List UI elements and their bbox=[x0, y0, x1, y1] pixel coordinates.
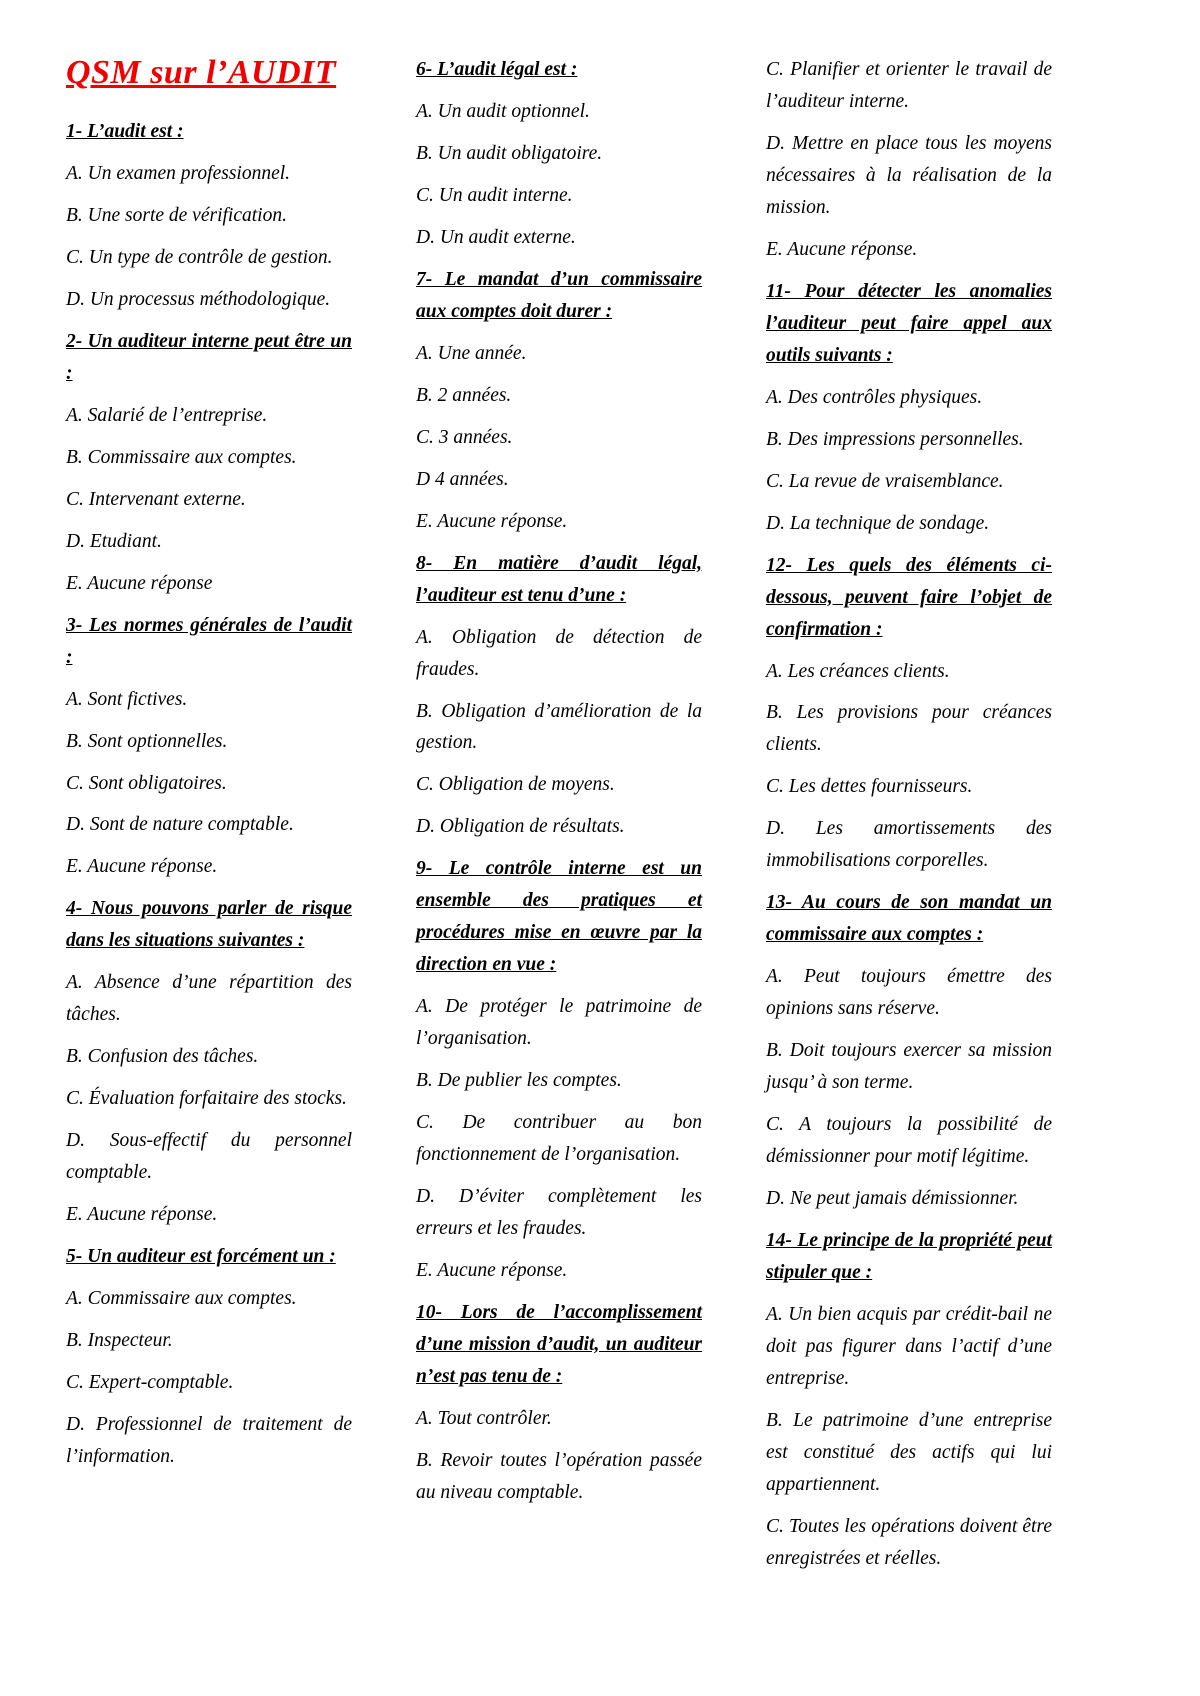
option-text: C. Planifier et orienter le travail de l’auditeur interne. bbox=[766, 59, 1052, 112]
option-text: D. Sont de nature comptable. bbox=[66, 814, 294, 836]
option-text: A. Salarié de l’entreprise. bbox=[66, 404, 268, 426]
option-text: A. Les créances clients. bbox=[766, 660, 950, 682]
question-heading: 11- Pour détecter les anomalies l’auditeur peut faire appel aux outils suivants : bbox=[766, 280, 1052, 366]
option-text: A. Peut toujours émettre des opinions sans réserve. bbox=[766, 966, 1052, 1020]
option-text: C. Expert-comptable. bbox=[66, 1372, 234, 1394]
option-text: E. Aucune réponse. bbox=[416, 510, 568, 532]
question-heading: 14- Le principe de la propriété peut stipuler que : bbox=[766, 1230, 1052, 1283]
question-heading: 2- Un auditeur interne peut être un : bbox=[66, 330, 352, 384]
option-text: D. D’éviter complètement les erreurs et les fraudes. bbox=[416, 1186, 702, 1240]
option-text: C. La revue de vraisemblance. bbox=[766, 470, 1004, 492]
option-text: C. Les dettes fournisseurs. bbox=[766, 776, 973, 798]
option-text: D. Mettre en place tous les moyens nécessaires à la réalisation de la mission. bbox=[766, 132, 1052, 218]
option-text: A. Un bien acquis par crédit-bail ne doit pas figurer dans l’actif d’une entreprise. bbox=[766, 1303, 1052, 1389]
option-text: B. Un audit obligatoire. bbox=[416, 142, 603, 164]
option-text: A. Tout contrôler. bbox=[416, 1407, 552, 1429]
question-heading: 10- Lors de l’accomplissement d’une mission d’audit, un auditeur n’est pas tenu de : bbox=[416, 1302, 702, 1387]
question-heading: 9- Le contrôle interne est un ensemble des pratiques et procédures mise en œuvre par la direction en vue : bbox=[416, 858, 702, 976]
option-text: A. Une année. bbox=[416, 342, 527, 364]
option-text: E. Aucune réponse. bbox=[66, 856, 218, 878]
question-heading: 4- Nous pouvons parler de risque dans les situations suivantes : bbox=[66, 898, 352, 952]
option-text: D. Etudiant. bbox=[66, 530, 162, 552]
option-text: A. Absence d’une répartition des tâches. bbox=[66, 972, 352, 1026]
option-text: D. Un audit externe. bbox=[416, 226, 576, 248]
option-text: C. A toujours la possibilité de démissionner pour motif légitime. bbox=[766, 1114, 1052, 1168]
option-text: E. Aucune réponse. bbox=[66, 1204, 218, 1226]
option-text: B. Des impressions personnelles. bbox=[766, 428, 1024, 450]
option-text: C. 3 années. bbox=[416, 426, 513, 448]
option-text: A. De protéger le patrimoine de l’organisation. bbox=[416, 996, 702, 1050]
option-text: B. Le patrimoine d’une entreprise est constitué des actifs qui lui appartiennent. bbox=[766, 1409, 1052, 1495]
option-text: B. Inspecteur. bbox=[66, 1330, 173, 1352]
question-heading: 13- Au cours de son mandat un commissaire aux comptes : bbox=[766, 892, 1052, 946]
option-text: D. Un processus méthodologique. bbox=[66, 288, 331, 310]
question-heading: 7- Le mandat d’un commissaire aux comptes doit durer : bbox=[416, 268, 702, 322]
option-text: C. De contribuer au bon fonctionnement de l’organisation. bbox=[416, 1112, 702, 1166]
option-text: C. Obligation de moyens. bbox=[416, 774, 615, 796]
question-heading: 3- Les normes générales de l’audit : bbox=[66, 614, 352, 668]
option-text: C. Sont obligatoires. bbox=[66, 772, 227, 794]
option-text: E. Aucune réponse bbox=[66, 572, 213, 594]
option-text: A. Des contrôles physiques. bbox=[766, 386, 983, 408]
option-text: D 4 années. bbox=[416, 468, 509, 490]
option-text: A. Obligation de détection de fraudes. bbox=[416, 626, 702, 680]
question-heading: 6- L’audit légal est : bbox=[416, 59, 578, 80]
option-text: A. Sont fictives. bbox=[66, 688, 188, 710]
option-text: C. Un audit interne. bbox=[416, 184, 573, 206]
option-text: C. Intervenant externe. bbox=[66, 488, 246, 510]
column-1 bbox=[66, 54, 352, 1585]
option-text: C. Un type de contrôle de gestion. bbox=[66, 246, 333, 268]
option-text: C. Évaluation forfaitaire des stocks. bbox=[66, 1088, 347, 1110]
option-text: B. Une sorte de vérification. bbox=[66, 204, 287, 226]
option-text: D. Sous-effectif du personnel comptable. bbox=[66, 1130, 352, 1184]
option-text: D. Les amortissements des immobilisations corporelles. bbox=[766, 818, 1052, 872]
option-text: D. La technique de sondage. bbox=[766, 512, 990, 534]
page-title: QSM sur l’AUDIT bbox=[66, 54, 337, 91]
option-text: B. 2 années. bbox=[416, 384, 512, 406]
question-heading: 5- Un auditeur est forcément un : bbox=[66, 1246, 336, 1268]
question-heading: 8- En matière d’audit légal, l’auditeur est tenu d’une : bbox=[416, 552, 702, 606]
option-text: B. Doit toujours exercer sa mission jusqu’ à son terme. bbox=[766, 1040, 1052, 1094]
option-text: B. Commissaire aux comptes. bbox=[66, 446, 297, 468]
option-text: B. De publier les comptes. bbox=[416, 1070, 622, 1092]
option-text: B. Confusion des tâches. bbox=[66, 1046, 259, 1068]
option-text: B. Les provisions pour créances clients. bbox=[766, 702, 1052, 756]
question-heading: 1- L’audit est : bbox=[66, 121, 184, 142]
option-text: A. Commissaire aux comptes. bbox=[66, 1288, 297, 1310]
option-text: E. Aucune réponse. bbox=[766, 238, 918, 260]
option-text: D. Obligation de résultats. bbox=[416, 816, 625, 838]
option-text: D. Ne peut jamais démissionner. bbox=[766, 1188, 1019, 1210]
option-text: A. Un audit optionnel. bbox=[416, 100, 590, 122]
option-text: D. Professionnel de traitement de l’information. bbox=[66, 1414, 352, 1467]
option-text: E. Aucune réponse. bbox=[416, 1260, 568, 1282]
column-3 bbox=[766, 54, 1052, 1585]
column-2 bbox=[416, 54, 702, 1585]
option-text: C. Toutes les opérations doivent être enregistrées et réelles. bbox=[766, 1515, 1052, 1569]
option-text: B. Obligation d’amélioration de la gestion. bbox=[416, 700, 702, 754]
option-text: B. Revoir toutes l’opération passée au niveau comptable. bbox=[416, 1449, 702, 1503]
option-text: B. Sont optionnelles. bbox=[66, 730, 228, 752]
question-heading: 12- Les quels des éléments ci-dessous, peuvent faire l’objet de confirmation : bbox=[766, 554, 1052, 640]
option-text: A. Un examen professionnel. bbox=[66, 162, 291, 184]
